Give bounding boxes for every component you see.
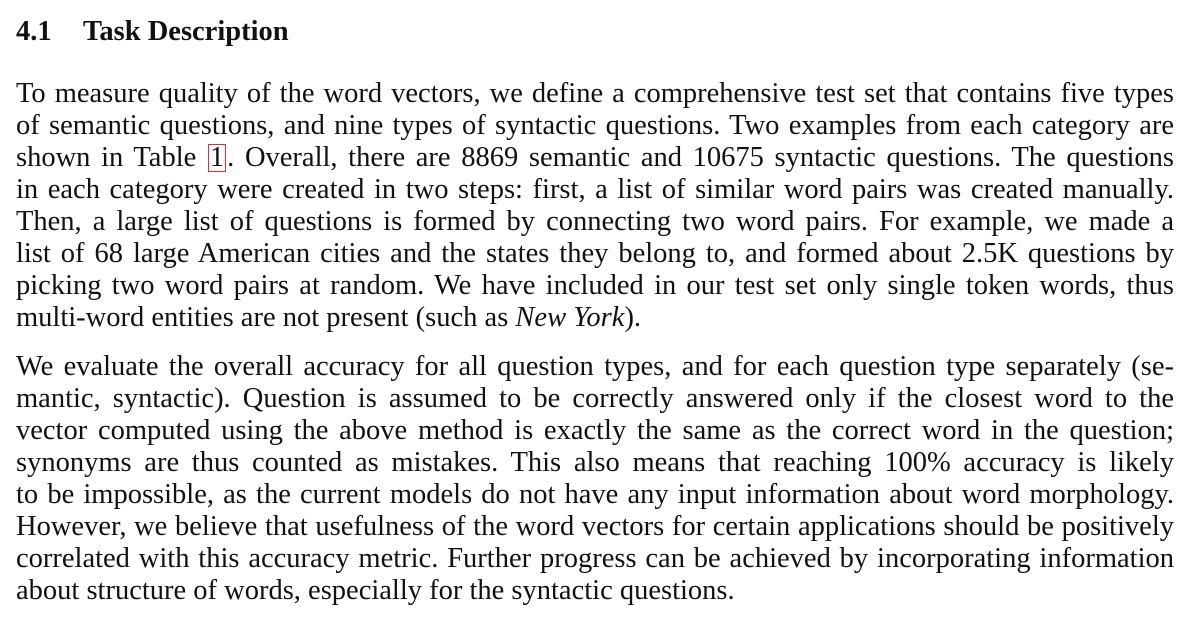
paragraph-line: to be impossible, as the current models do not have any input information about word morphology. [16,479,1174,510]
paragraph-line: mantic, syntactic). Question is assumed to be correctly answered only if the closest word to the [16,383,1174,414]
section-title: Task Description [83,16,289,47]
text-span: . Overall, there are 8869 semantic and 10675 syntactic questions. The questions [227,142,1175,173]
text-span: multi-word entities are not present (such as [16,302,516,333]
paragraph-line: Then, a large list of questions is formed by connecting two word pairs. For example, we made a [16,206,1174,237]
paragraph-line: list of 68 large American cities and the states they belong to, and formed about 2.5K questions by [16,238,1174,269]
paragraph-1 [16,78,1174,334]
paragraph-line [16,302,1174,334]
paragraph-line: To measure quality of the word vectors, we define a comprehensive test set that contains five types [16,78,1174,109]
paragraph-line: picking two word pairs at random. We have included in our test set only single token words, thus [16,270,1174,301]
paragraph-line: of semantic questions, and nine types of syntactic questions. Two examples from each category are [16,110,1174,141]
paragraph-line: However, we believe that usefulness of the word vectors for certain applications should be positively [16,511,1174,542]
section [16,16,1175,606]
table-reference-link[interactable]: 1 [209,142,225,173]
paragraph-line: correlated with this accuracy metric. Further progress can be achieved by incorporating information [16,543,1174,574]
text-span: ). [624,302,642,333]
paragraph-2 [16,351,1174,607]
paragraph-line: synonyms are thus counted as mistakes. This also means that reaching 100% accuracy is likely [16,447,1174,478]
paragraph-line: about structure of words, especially for the syntactic questions. [16,575,735,606]
paragraph-line [16,142,1174,174]
paragraph-line: We evaluate the overall accuracy for all question types, and for each question type separately (se- [16,351,1174,382]
section-heading [16,16,1174,48]
paragraph-line: vector computed using the above method is exactly the same as the correct word in the question; [16,415,1174,446]
section-number: 4.1 [16,16,52,47]
emphasis-text: New York [515,302,625,333]
text-span: shown in Table [16,142,197,173]
paragraph-line: in each category were created in two steps: first, a list of similar word pairs was created manually. [16,174,1174,205]
